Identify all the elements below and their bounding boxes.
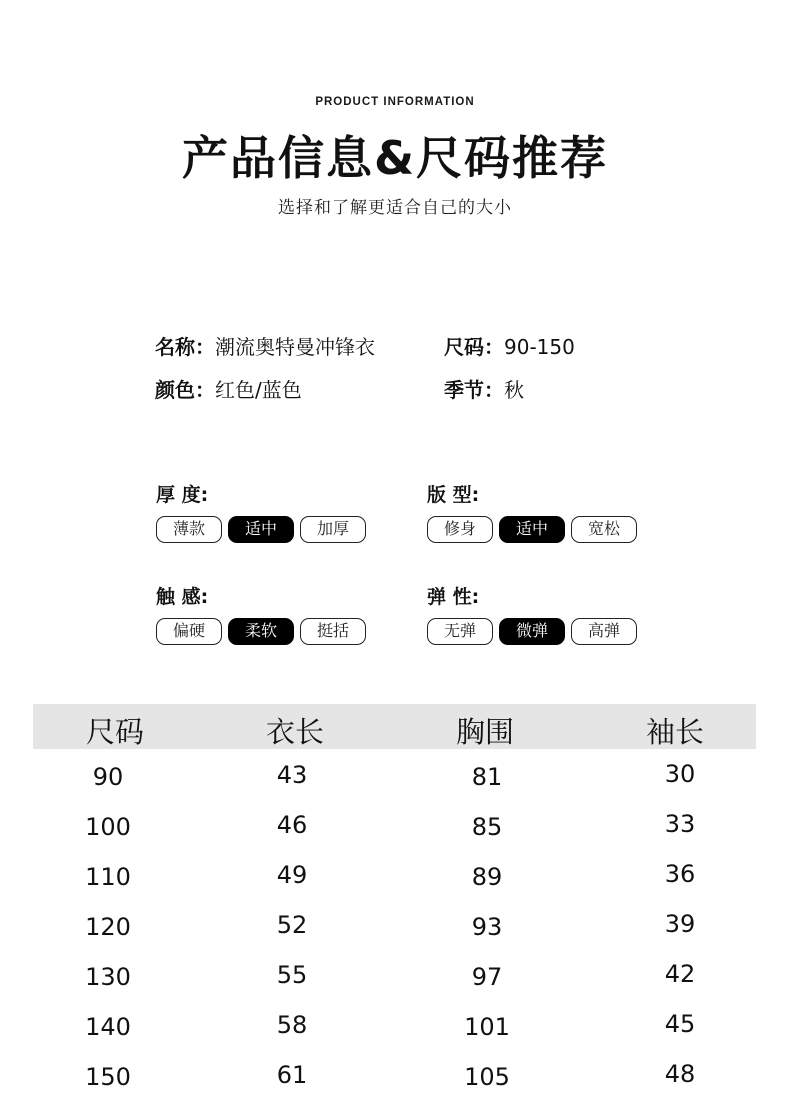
option-pill: 挺括: [300, 618, 366, 645]
option-pill-selected: 柔软: [228, 618, 294, 645]
table-cell-length: 49: [276, 861, 308, 889]
attribute-thickness: [156, 480, 366, 543]
option-pill: 高弹: [571, 618, 637, 645]
option-pill: 无弹: [427, 618, 493, 645]
column-header-length: 衣长: [265, 715, 325, 749]
option-pill: 薄款: [156, 516, 222, 543]
attribute-options: [427, 618, 637, 645]
attribute-title: 版 型:: [427, 484, 480, 506]
eyebrow-text: PRODUCT INFORMATION: [315, 96, 475, 108]
table-cell-sleeve: 42: [664, 960, 696, 988]
attribute-title: 厚 度:: [156, 484, 209, 506]
attribute-title: 触 感:: [156, 586, 209, 608]
attribute-feel: [156, 582, 366, 645]
attribute-options: [156, 516, 366, 543]
table-cell-length: 58: [276, 1011, 308, 1039]
table-cell-length: 61: [276, 1061, 308, 1089]
table-cell-sleeve: 33: [664, 810, 696, 838]
info-size-value: 90-150: [504, 335, 575, 359]
attribute-options: [156, 618, 366, 645]
attribute-options: [427, 516, 637, 543]
table-cell-length: 43: [276, 761, 308, 789]
table-cell-size: 90: [92, 763, 124, 791]
table-cell-chest: 101: [464, 1013, 510, 1041]
table-cell-sleeve: 30: [664, 760, 696, 788]
option-pill-selected: 适中: [228, 516, 294, 543]
option-pill: 修身: [427, 516, 493, 543]
info-season-value: 秋: [504, 378, 524, 402]
table-cell-length: 55: [276, 961, 308, 989]
column-header-size: 尺码: [85, 715, 145, 749]
column-header-chest: 胸围: [455, 715, 515, 749]
info-name-value: 潮流奥特曼冲锋衣: [215, 335, 375, 359]
info-name: [155, 331, 375, 360]
page-title: 产品信息&尺码推荐: [181, 131, 609, 185]
table-cell-chest: 81: [471, 763, 503, 791]
info-color-label: 颜色：: [155, 378, 215, 402]
option-pill: 偏硬: [156, 618, 222, 645]
table-cell-size: 130: [85, 963, 131, 991]
option-pill: 宽松: [571, 516, 637, 543]
info-color: [155, 374, 302, 403]
table-cell-size: 110: [85, 863, 131, 891]
table-cell-length: 52: [276, 911, 308, 939]
attribute-title: 弹 性:: [427, 586, 480, 608]
table-cell-size: 120: [85, 913, 131, 941]
option-pill-selected: 微弹: [499, 618, 565, 645]
table-cell-size: 100: [85, 813, 131, 841]
table-cell-sleeve: 45: [664, 1010, 696, 1038]
info-season: [444, 374, 524, 403]
page-subtitle: 选择和了解更适合自己的大小: [278, 198, 512, 218]
table-cell-length: 46: [276, 811, 308, 839]
table-cell-size: 140: [85, 1013, 131, 1041]
size-table-header: [33, 704, 756, 749]
info-size: [444, 331, 575, 360]
table-cell-chest: 93: [471, 913, 503, 941]
table-cell-sleeve: 39: [664, 910, 696, 938]
table-cell-chest: 85: [471, 813, 503, 841]
attribute-fit: [427, 480, 637, 543]
table-cell-chest: 97: [471, 963, 503, 991]
option-pill: 加厚: [300, 516, 366, 543]
table-cell-chest: 89: [471, 863, 503, 891]
option-pill-selected: 适中: [499, 516, 565, 543]
info-name-label: 名称：: [155, 335, 215, 359]
info-season-label: 季节：: [444, 378, 504, 402]
info-size-label: 尺码：: [444, 335, 504, 359]
table-cell-chest: 105: [464, 1063, 510, 1091]
table-cell-size: 150: [85, 1063, 131, 1091]
column-header-sleeve: 袖长: [645, 715, 705, 749]
attribute-elasticity: [427, 582, 637, 645]
info-color-value: 红色/蓝色: [215, 378, 302, 402]
table-cell-sleeve: 36: [664, 860, 696, 888]
table-cell-sleeve: 48: [664, 1060, 696, 1088]
